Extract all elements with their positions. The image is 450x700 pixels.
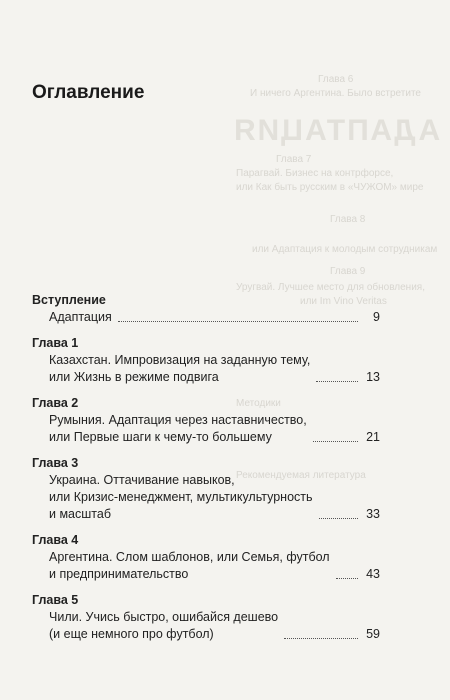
dot-leader [316,381,358,382]
entry-title: Украина. Оттачивание навыков, или Кризис-менеджмент, мультикультурность и масштаб [49,473,313,521]
toc-section-intro [32,292,380,326]
dot-leader [284,638,358,639]
dot-leader [313,441,358,442]
bleed-through-background: АДАПТАЦИЯ Глава 6 И ничего Аргентина. Было встретите Глава 7 Парагвай. Бизнес на контрфорсе, или Как быть русским в «ЧУЖОМ» мире Глава 8 или Адаптация к молодым сотрудникам Глава 9 Уругвай. Лучшее место для обновления, или Im Vino Veritas Методики Рекомендуемая литература [232,74,441,481]
table-of-contents [32,82,380,652]
toc-entry-chapter-1[interactable] [32,352,380,386]
entry-page-number: 43 [366,567,380,581]
entry-title: Румыния. Адаптация через наставничество, или Первые шаги к чему-то большему [49,413,307,444]
entry-page-number: 21 [366,430,380,444]
entry-title: Аргентина. Слом шаблонов, или Семья, футбол и предпринимательство [49,550,330,581]
dot-leader [336,578,358,579]
entry-title: Казахстан. Импровизация на заданную тему, или Жизнь в режиме подвига [49,353,311,384]
chapter-label: Глава 3 [32,456,79,470]
dot-leader [118,321,358,322]
toc-title: Оглавление [32,82,145,103]
entry-page-number: 9 [373,310,380,324]
entry-page-number: 59 [366,627,380,641]
entry-title: Чили. Учись быстро, ошибайся дешево (и еще немного про футбол) [49,610,279,641]
chapter-label: Глава 4 [32,533,79,547]
bleed-through-heading: АДАПТАЦИЯ [232,114,441,147]
toc-entry-chapter-5[interactable] [32,609,380,643]
section-label-intro: Вступление [32,293,106,307]
dot-leader [319,518,358,519]
entry-title: Адаптация [49,310,112,324]
chapter-label: Глава 2 [32,396,79,410]
entry-page-number: 13 [366,370,380,384]
toc-entry-chapter-2[interactable] [32,412,380,446]
toc-section-chapter-3 [32,455,380,523]
toc-section-chapter-4 [32,532,380,583]
toc-entry-chapter-3[interactable] [32,472,380,523]
toc-section-chapter-2 [32,395,380,446]
chapter-label: Глава 1 [32,336,79,350]
toc-section-chapter-1 [32,335,380,386]
chapter-label: Глава 5 [32,593,79,607]
toc-entry-intro[interactable] [32,309,380,326]
toc-section-chapter-5 [32,592,380,643]
entry-page-number: 33 [366,507,380,521]
toc-entry-chapter-4[interactable] [32,549,380,583]
